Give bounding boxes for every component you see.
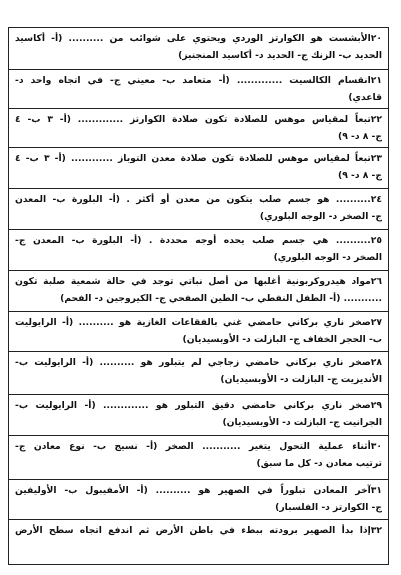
question-text-line: الجرانيت ج- البازلت د- الأوبسيديان) <box>222 417 382 428</box>
question-text-line: ب- الحجر الخفاف ج- البازلت د- الأوبسيديان) <box>182 334 382 345</box>
question-text-line: ٢٥.......... هي جسم صلب يحده أوجه محددة . (أ- البلورة ب- المعدن ج- <box>15 235 382 246</box>
question-24 <box>9 189 388 230</box>
question-text-line: ٢٩صخر ناري بركاني حامضي دقيق التبلور هو ............. (أ- الرايوليت ب- <box>15 400 382 411</box>
question-text-line: ج- ٨ د- ٩) <box>338 131 382 142</box>
question-text-line: ٢٦مواد هيدروكربونية أغلبها من أصل نباتي توجد في حالة شمعية صلبة تكون <box>15 276 382 287</box>
question-text-line: ٢٠الأبشست هو الكوارتز الوردي ويحتوي على شوائب من .......... (أ- أكاسيد <box>15 33 382 44</box>
question-text-line: ٢١انقسام الكالسيت ............. (أ- متعامد ب- معيني ج- في اتجاه واحد د- <box>15 75 382 86</box>
question-text-line: ٢٤.......... هو جسم صلب يتكون من معدن أو أكثر . (أ- البلورة ب- المعدن <box>15 194 382 205</box>
question-26 <box>9 271 388 312</box>
question-text-line: ج- ٨ د- ٩) <box>338 170 382 181</box>
question-21 <box>9 70 388 109</box>
question-20 <box>9 28 388 70</box>
question-32 <box>9 520 388 564</box>
question-22 <box>9 109 388 148</box>
question-text-line: ٢٨صخر ناري بركاني حامضي زجاجي لم يتبلور هو .......... (أ- الرايوليت ب- <box>15 357 382 368</box>
question-text-line: ٢٢تبعاً لمقياس موهس للصلادة تكون صلادة الكوارتز ............. (أ- ٣ ب- ٤ <box>15 114 382 125</box>
question-text-line: ترتيب معادن د- كل ما سبق) <box>256 458 382 469</box>
question-25 <box>9 230 388 271</box>
question-29 <box>9 395 388 436</box>
question-27 <box>9 312 388 352</box>
question-text-line: ٣٢إذا بدأ الصهير برودته ببطء في باطن الأرض ثم اندفع اتجاه سطح الأرض <box>15 525 382 536</box>
question-30 <box>9 436 388 480</box>
page-frame <box>8 27 389 565</box>
question-text-line: ٢٧صخر ناري بركاني حامضي غني بالفقاعات الغازية هو .......... (أ- الرايوليت <box>15 317 382 328</box>
question-list <box>9 28 388 564</box>
question-text-line: ٣١آخر المعادن تبلوراً في الصهير هو .......... (أ- الأمفيبول ب- الأوليفين <box>15 485 382 496</box>
question-text-line: قاعدي) <box>348 92 382 103</box>
question-text-line: ٣٠أثناء عملية التحول يتغير ........... الصخر (أ- نسيج ب- نوع معادن ج- <box>15 441 382 452</box>
question-31 <box>9 480 388 520</box>
question-text-line: الأنديزيت ج- البازلت د- الأوبسيديان) <box>220 374 382 385</box>
question-23 <box>9 148 388 189</box>
question-text-line: ........... (أ- الطفل النفطي ب- الطين الصفحي ج- الكيروجين د- الفحم) <box>60 293 382 304</box>
question-text-line: الحديد ب- الزنك ج- الحديد د- أكاسيد المنجنيز) <box>178 50 382 61</box>
question-text-line: ج- الصخر د- الوجه البلوري) <box>259 211 382 222</box>
question-text-line: الصخر د- الوجه البلوري) <box>273 252 382 263</box>
question-text-line: ج- الكوارتز د- الفلسبار) <box>275 502 382 513</box>
question-text-line: ٢٣تبعاً لمقياس موهس للصلادة تكون صلادة معدن التوباز ............ (أ- ٣ ب- ٤ <box>15 153 382 164</box>
question-28 <box>9 352 388 395</box>
